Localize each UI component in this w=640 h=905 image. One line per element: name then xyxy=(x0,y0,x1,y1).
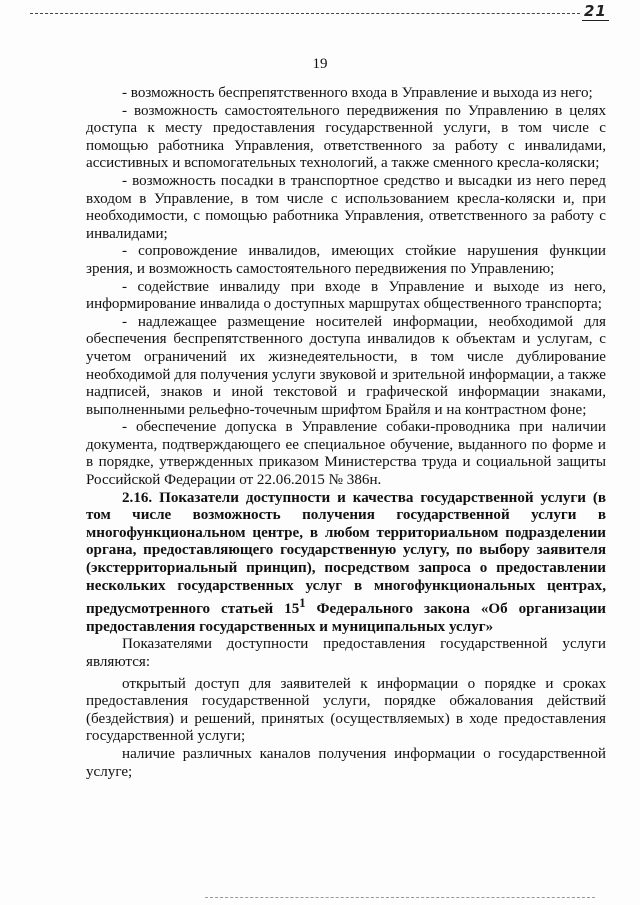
paragraph: Показателями доступности предоставления государственной услуги являются: xyxy=(86,636,606,671)
section-heading-superscript: 1 xyxy=(299,596,306,611)
section-heading-text: 2.16. Показатели доступности и качества государственной услуги (в том числе возможность получения государственной услуги в многофункциональном центре, в любом территориальном подразделении органа, предоставляющего государственную услугу, по выбору заявителя (экстерриториальный принцип), посредством запроса о предоставлении нескольких государственных услуг в многофункциональных центрах, предусмотренного статьей 15 xyxy=(86,489,606,618)
section-heading-text-end: Федерального закона «Об организации предоставления государственных и муниципальных услуг» xyxy=(86,601,607,635)
paragraph: наличие различных каналов получения информации о государственной услуге; xyxy=(86,746,606,780)
list-item: - сопровождение инвалидов, имеющих стойкие нарушения функции зрения, и возможность самостоятельного передвижения по Управлению; xyxy=(86,243,606,277)
page-number: 19 xyxy=(312,56,328,72)
bottom-scan-rule xyxy=(205,897,595,898)
top-scan-rule xyxy=(30,13,580,14)
handwritten-page-number: 21 xyxy=(584,2,607,20)
list-item: - возможность беспрепятственного входа в Управление и выхода из него; xyxy=(122,85,593,101)
list-item: - содействие инвалиду при входе в Управление и выходе из него, информирование инвалида о доступных маршрутах общественного транспорта; xyxy=(86,278,606,313)
list-item: - надлежащее размещение носителей информации, необходимой для обеспечения беспрепятственного доступа инвалидов к объектам и услугам, с учетом ограничений их жизнедеятельности, в том числе дублирование необходимой для получения услуги звуковой и зрительной информации, а также надписей, знаков и иной текстовой и графической информации знаками, выполненными рельефно-точечным шрифтом Брайля и на контрастном фоне; xyxy=(86,313,606,418)
document-body xyxy=(86,85,606,781)
paragraph: открытый доступ для заявителей к информации о порядке и сроках предоставления государственной услуги, порядке обжалования действий (бездействия) и решений, принятых (осуществляемых) в ходе предоставления государственной услуги; xyxy=(86,675,606,745)
section-heading xyxy=(86,490,606,637)
list-item: - возможность самостоятельного передвижения по Управлению в целях доступа к месту предоставления государственной услуги, в том числе с помощью работника Управления, ответственного за работу с инвалидами, ассистивных и вспомогательных технологий, а также сменного кресла-коляски; xyxy=(86,102,606,172)
list-item: - возможность посадки в транспортное средство и высадки из него перед входом в Управление, в том числе с использованием кресла-коляски и, при необходимости, с помощью работника Управления, ответственного за работу с инвалидами; xyxy=(86,172,606,242)
list-item: - обеспечение допуска в Управление собаки-проводника при наличии документа, подтверждающего ее специальное обучение, выданного по форме и в порядке, утвержденных приказом Министерства труда и социальной защиты Российской Федерации от 22.06.2015 № 386н. xyxy=(86,419,606,489)
